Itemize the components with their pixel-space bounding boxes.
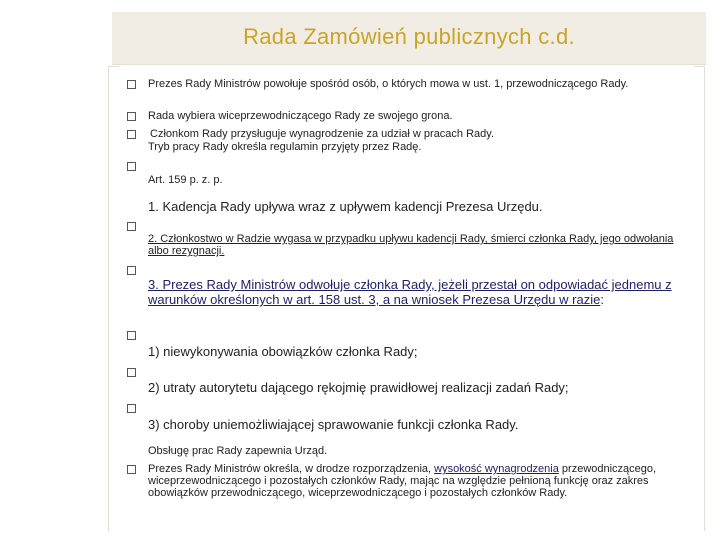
wynagrodzenie-link[interactable]: wysokość wynagrodzenia <box>434 463 559 475</box>
slide-title: Rada Zamówień publicznych c.d. <box>243 24 575 49</box>
frame-left-decoration <box>108 66 119 531</box>
list-item-1: 1) niewykonywania obowiązków członka Rady; <box>148 344 418 359</box>
bullet-icon <box>127 266 137 276</box>
bullet-icon <box>127 465 137 475</box>
paragraph-rozporzadzenie <box>148 463 686 499</box>
article-point-2: 2. Członkostwo w Radzie wygasa w przypadku upływu kadencji Rady, śmierci członka Rady, jego odwołania albo rezygnacji. <box>148 233 674 257</box>
article-point-3 <box>148 277 690 307</box>
bullet-icon <box>127 404 137 414</box>
paragraph-wynagrodzenie: Członkom Rady przysługuje wynagrodzenie za udział w pracach Rady. <box>150 128 495 140</box>
frame-right-decoration <box>694 66 705 531</box>
bullet-icon <box>127 368 137 378</box>
paragraph-przewodniczacy: Prezes Rady Ministrów powołuje spośród osób, o których mowa w ust. 1, przewodniczącego Rady. <box>148 78 629 90</box>
bullet-icon <box>127 162 137 172</box>
bullet-icon <box>127 130 137 140</box>
list-item-2: 2) utraty autorytetu dającego rękojmię prawidłowej realizacji zadań Rady; <box>148 380 569 395</box>
rozporzadzenie-text-end: przewodniczącego, wiceprzewodniczącego i pozostałych członków Rady, mając na względzie pełnioną funkcję oraz zakres obowiązków przewodniczącego, wiceprzewodniczącego i pozostałych członków Rady. <box>148 463 657 499</box>
paragraph-obsluga: Obsługę prac Rady zapewnia Urząd. <box>148 445 328 457</box>
paragraph-tryb-pracy: Tryb pracy Rady określa regulamin przyjęty przez Radę. <box>148 141 422 153</box>
article-point-3-colon: : <box>600 292 604 307</box>
bullet-icon <box>127 80 137 90</box>
bullet-icon <box>127 222 137 232</box>
rozporzadzenie-text-start: Prezes Rady Ministrów określa, w drodze rozporządzenia, <box>148 463 435 475</box>
bullet-icon <box>127 331 137 341</box>
article-point-3-link[interactable]: 3. Prezes Rady Ministrów odwołuje członka Rady, jeżeli przestał on odpowiadać jednemu z warunków określonych w art. 158 ust. 3, a na wniosek Prezesa Urzędu w razie <box>148 277 672 307</box>
article-point-1: 1. Kadencja Rady upływa wraz z upływem kadencji Prezesa Urzędu. <box>148 199 543 214</box>
bullet-icon <box>127 112 137 122</box>
article-reference: Art. 159 p. z. p. <box>148 174 223 186</box>
paragraph-wiceprzewodniczacy: Rada wybiera wiceprzewodniczącego Rady ze swojego grona. <box>148 110 453 122</box>
list-item-3: 3) choroby uniemożliwiającej sprawowanie funkcji członka Rady. <box>148 417 519 432</box>
